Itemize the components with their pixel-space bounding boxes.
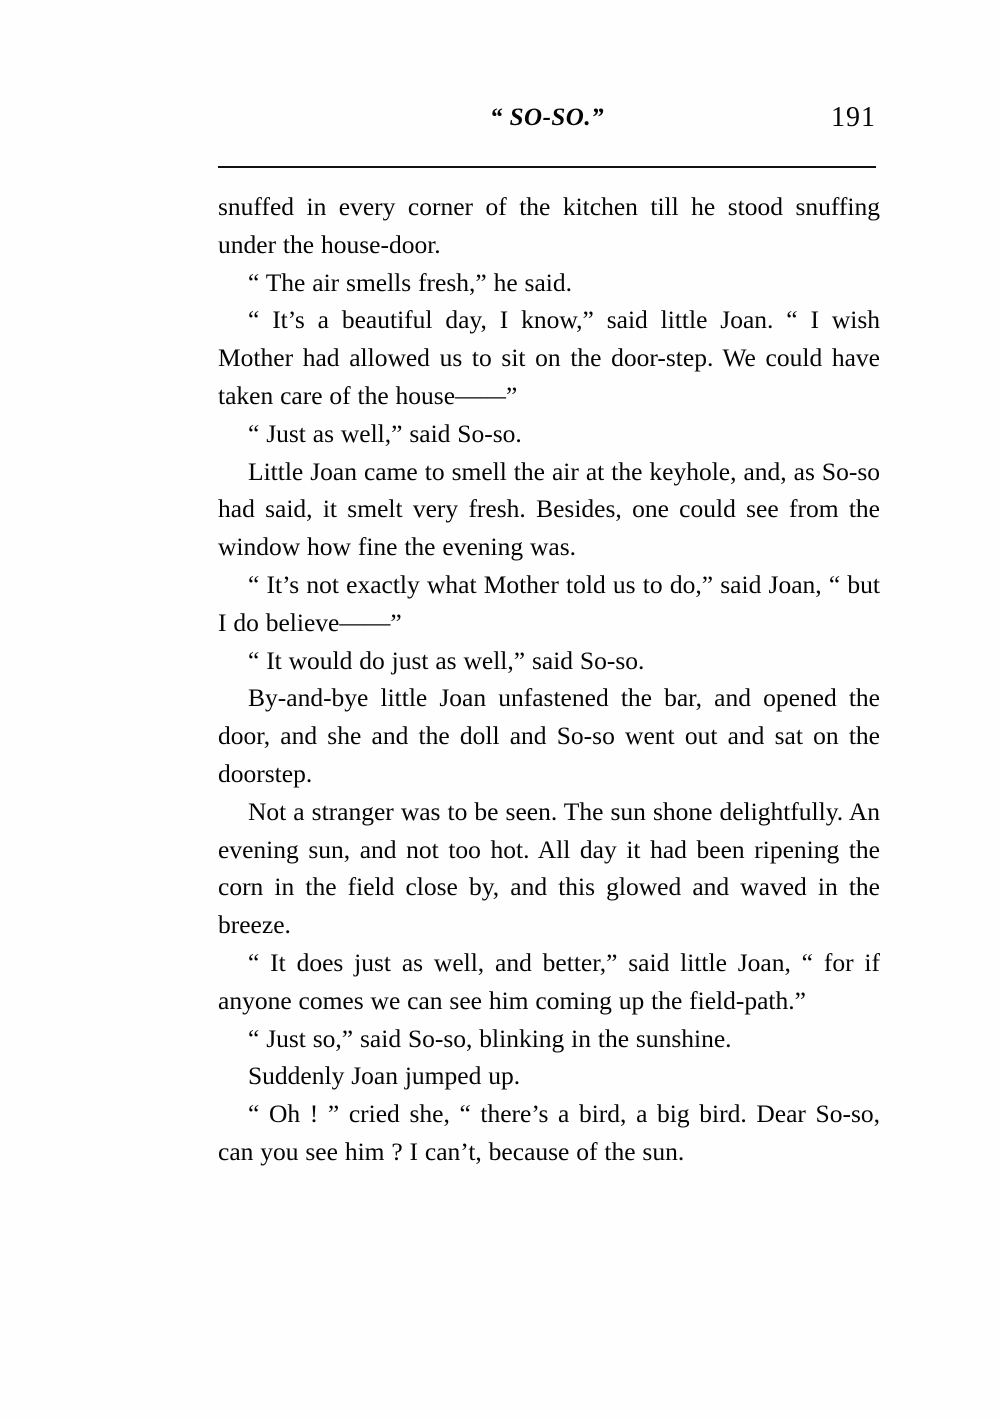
paragraph: Little Joan came to smell the air at the keyhole, and, as So-so had said, it smelt very fresh. Besides, one could see from the window how fine the evening was.: [218, 456, 880, 562]
page-header: [218, 104, 876, 150]
paragraph: “ Just as well,” said So-so.: [248, 418, 522, 448]
page-body: [218, 188, 880, 1171]
paragraph: Not a stranger was to be seen. The sun shone delightfully. An evening sun, and not too hot. All day it had been ripening the corn in the field close by, and this glowed and waved in the breeze.: [218, 796, 880, 940]
paragraph: “ The air smells fresh,” he said.: [248, 267, 573, 297]
paragraph: “ Just so,” said So-so, blinking in the sunshine.: [248, 1023, 732, 1053]
paragraph: “ It’s not exactly what Mother told us to do,” said Joan, “ but I do believe——”: [218, 569, 880, 637]
running-title: “ SO-SO.”: [489, 104, 605, 131]
header-rule: [218, 166, 876, 168]
paragraph: “ It would do just as well,” said So-so.: [248, 645, 645, 675]
paragraph: “ It’s a beautiful day, I know,” said little Joan. “ I wish Mother had allowed us to sit on the door-step. We could have taken care of the house——”: [218, 305, 880, 410]
paragraph: “ It does just as well, and better,” said little Joan, “ for if anyone comes we can see him coming up the field-path.”: [218, 947, 880, 1015]
page-number: 191: [831, 102, 876, 133]
paragraph: Suddenly Joan jumped up.: [248, 1061, 521, 1091]
paragraph: “ Oh ! ” cried she, “ there’s a bird, a big bird. Dear So-so, can you see him ? I can’t, because of the sun.: [218, 1099, 880, 1166]
paragraph: By-and-bye little Joan unfastened the bar, and opened the door, and she and the doll and So-so went out and sat on the doorstep.: [218, 683, 880, 788]
paragraph: snuffed in every corner of the kitchen till he stood snuffing under the house-door.: [218, 192, 880, 259]
